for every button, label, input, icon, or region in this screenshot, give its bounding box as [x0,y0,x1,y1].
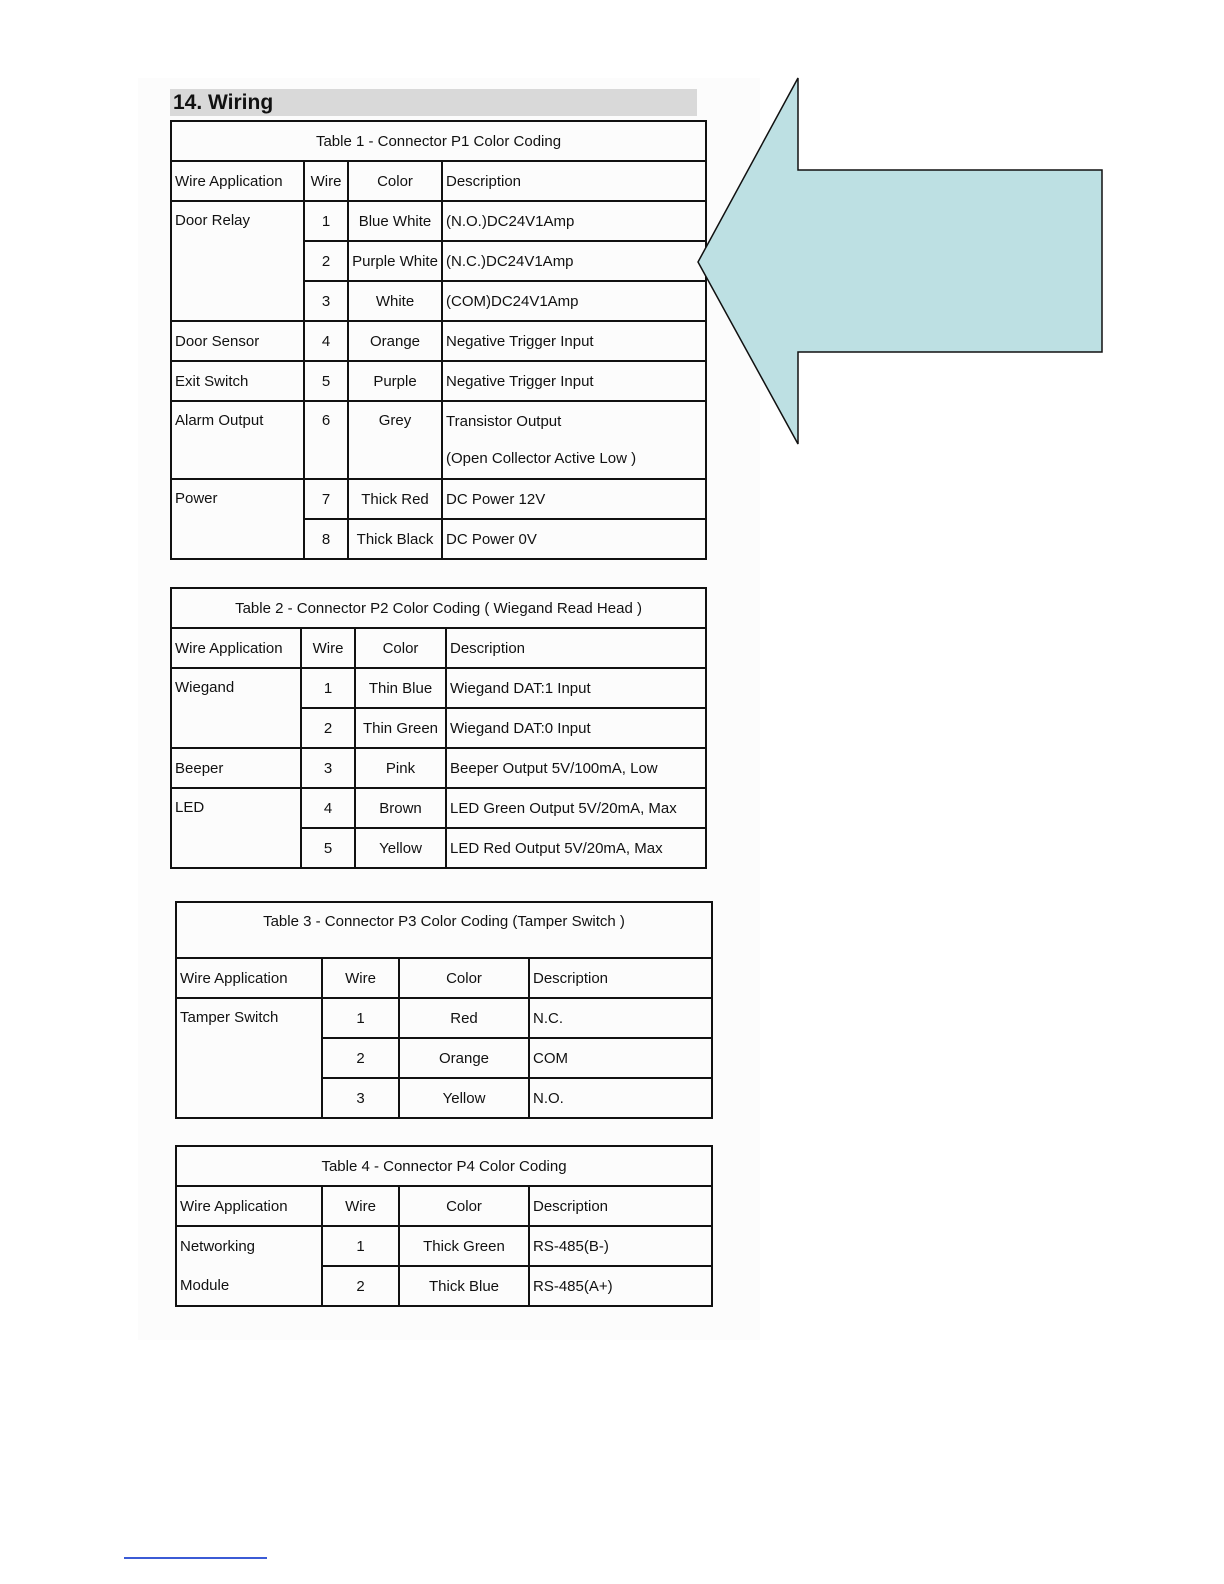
description-cell: DC Power 0V [442,519,706,559]
table-row [171,668,706,708]
wire-cell: 6 [304,401,348,479]
color-cell: Yellow [355,828,446,868]
table-caption: Table 4 - Connector P4 Color Coding [176,1146,712,1186]
header-row [176,1186,712,1226]
application-cell: Module [176,1266,322,1306]
description-cell: (N.C.)DC24V1Amp [442,241,706,281]
description-cell: Beeper Output 5V/100mA, Low [446,748,706,788]
description-cell: Wiegand DAT:1 Input [446,668,706,708]
color-cell: Thick Black [348,519,442,559]
application-cell: Door Sensor [171,321,304,361]
arrow-shape [698,78,1102,444]
table-row [171,401,706,479]
description-cell: RS-485(B-) [529,1226,712,1266]
wire-cell: 1 [322,998,399,1038]
color-cell: Grey [348,401,442,479]
column-header-wire: Wire [301,628,355,668]
table-row [171,479,706,519]
arrow-left-icon [690,72,1110,452]
wire-cell: 2 [304,241,348,281]
column-header-application: Wire Application [176,958,322,998]
table-connector-p4 [175,1145,713,1307]
column-header-color: Color [355,628,446,668]
application-cell: Tamper Switch [176,998,322,1118]
wire-cell: 2 [301,708,355,748]
description-cell: (COM)DC24V1Amp [442,281,706,321]
column-header-application: Wire Application [176,1186,322,1226]
column-header-description: Description [442,161,706,201]
column-header-application: Wire Application [171,161,304,201]
description-cell: (N.O.)DC24V1Amp [442,201,706,241]
color-cell: Purple White [348,241,442,281]
description-line: Transistor Output [446,413,562,430]
description-cell [442,401,706,479]
column-header-wire: Wire [322,1186,399,1226]
application-cell: Networking [176,1226,322,1266]
wire-cell: 4 [301,788,355,828]
table-row [171,361,706,401]
application-cell: Exit Switch [171,361,304,401]
wire-cell: 7 [304,479,348,519]
description-cell: DC Power 12V [442,479,706,519]
wire-cell: 2 [322,1038,399,1078]
application-cell: Beeper [171,748,301,788]
wire-cell: 5 [301,828,355,868]
table-connector-p3 [175,901,713,1119]
table-row [171,321,706,361]
table-caption: Table 1 - Connector P1 Color Coding [171,121,706,161]
section-heading: 14. Wiring [170,89,697,116]
wire-cell: 1 [304,201,348,241]
column-header-wire: Wire [304,161,348,201]
wire-cell: 1 [301,668,355,708]
wire-cell: 3 [304,281,348,321]
description-cell: LED Green Output 5V/20mA, Max [446,788,706,828]
table-row [176,1266,712,1306]
header-row [171,161,706,201]
table-row [176,998,712,1038]
footnote-separator [124,1557,267,1559]
description-cell: N.C. [529,998,712,1038]
color-cell: Brown [355,788,446,828]
column-header-color: Color [399,1186,529,1226]
application-cell: Wiegand [171,668,301,748]
description-cell: RS-485(A+) [529,1266,712,1306]
table-caption: Table 3 - Connector P3 Color Coding (Tamper Switch ) [176,902,712,958]
application-cell: LED [171,788,301,868]
color-cell: Thick Red [348,479,442,519]
color-cell: Orange [399,1038,529,1078]
table-row [171,788,706,828]
wire-cell: 5 [304,361,348,401]
color-cell: Yellow [399,1078,529,1118]
table-row [171,748,706,788]
column-header-application: Wire Application [171,628,301,668]
column-header-color: Color [399,958,529,998]
color-cell: Orange [348,321,442,361]
description-cell: LED Red Output 5V/20mA, Max [446,828,706,868]
description-cell: Negative Trigger Input [442,321,706,361]
wire-cell: 2 [322,1266,399,1306]
column-header-color: Color [348,161,442,201]
table-connector-p2 [170,587,707,869]
description-cell: Wiegand DAT:0 Input [446,708,706,748]
column-header-description: Description [529,958,712,998]
wire-cell: 3 [301,748,355,788]
color-cell: Red [399,998,529,1038]
color-cell: Thin Blue [355,668,446,708]
application-cell: Door Relay [171,201,304,321]
color-cell: Thick Blue [399,1266,529,1306]
table-connector-p1 [170,120,707,560]
column-header-description: Description [529,1186,712,1226]
color-cell: Purple [348,361,442,401]
table-caption: Table 2 - Connector P2 Color Coding ( Wiegand Read Head ) [171,588,706,628]
description-line: (Open Collector Active Low ) [446,450,637,467]
color-cell: Thick Green [399,1226,529,1266]
color-cell: Pink [355,748,446,788]
header-row [176,958,712,998]
description-cell: COM [529,1038,712,1078]
color-cell: Thin Green [355,708,446,748]
column-header-wire: Wire [322,958,399,998]
application-cell: Power [171,479,304,559]
header-row [171,628,706,668]
description-cell: Negative Trigger Input [442,361,706,401]
application-cell: Alarm Output [171,401,304,479]
table-row [176,1226,712,1266]
wire-cell: 1 [322,1226,399,1266]
table-row [171,201,706,241]
wire-cell: 3 [322,1078,399,1118]
wire-cell: 8 [304,519,348,559]
color-cell: Blue White [348,201,442,241]
column-header-description: Description [446,628,706,668]
color-cell: White [348,281,442,321]
wire-cell: 4 [304,321,348,361]
description-cell: N.O. [529,1078,712,1118]
